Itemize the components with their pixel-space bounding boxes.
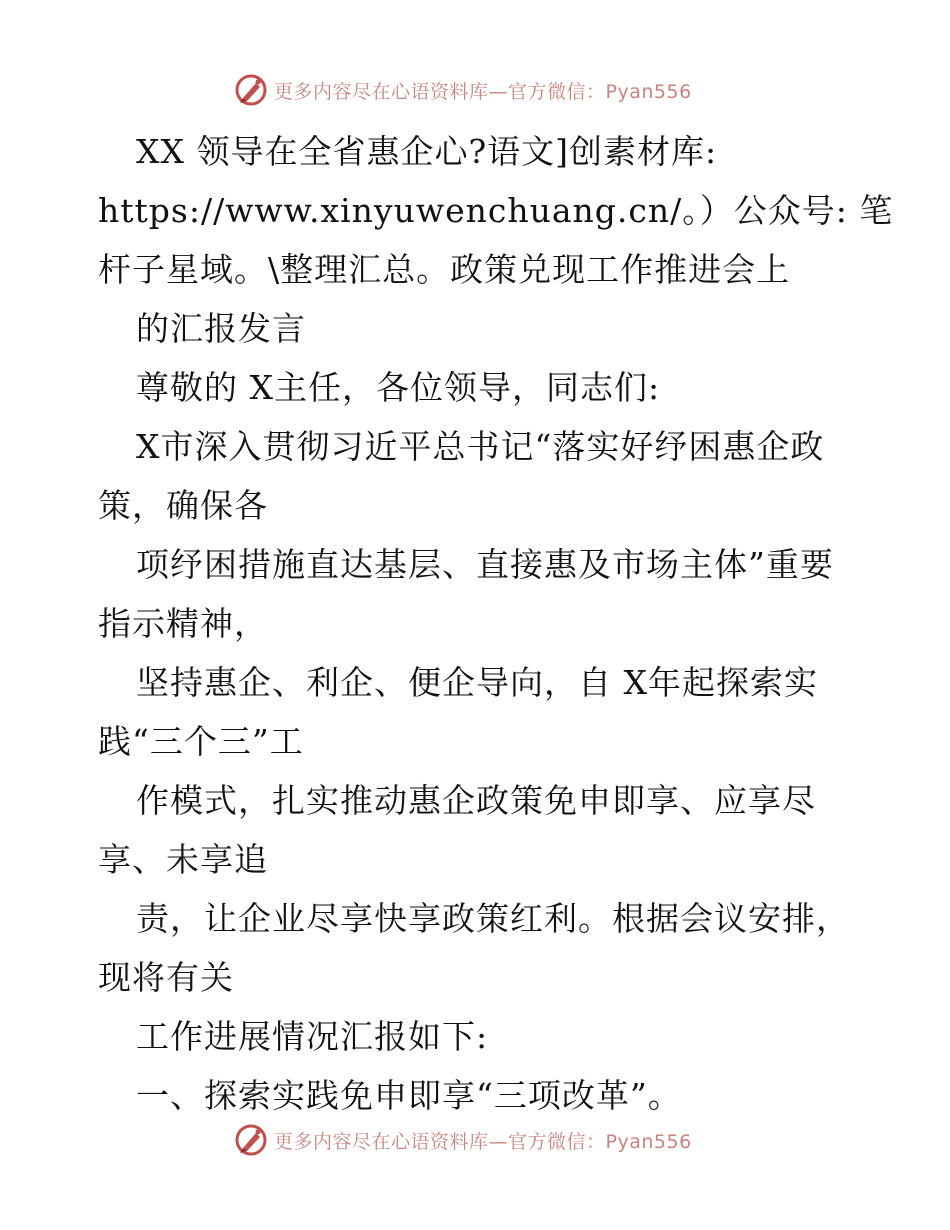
text-line: 杆子星域。\整理汇总。政策兑现工作推进会上 <box>98 250 791 289</box>
text-line: 现将有关 <box>98 958 234 997</box>
text-line: 尊敬的 X主任，各位领导，同志们: <box>136 368 661 407</box>
text-line: 的汇报发言 <box>136 309 306 348</box>
text-line: 作模式，扎实推动惠企政策免申即享、应享尽 <box>136 781 816 820</box>
text-line: 享、未享追 <box>98 840 268 879</box>
watermark-text: 更多内容尽在心语资料库—官方微信：Pyan556 <box>274 1130 692 1153</box>
text-line: 工作进展情况汇报如下: <box>136 1017 489 1056</box>
text-line: 践“三个三”工 <box>98 722 304 761</box>
document-body <box>98 122 894 1125</box>
text-line: X市深入贯彻习近平总书记“落实好纾困惠企政 <box>136 427 825 466</box>
text-line: https://www.xinyuwenchuang.cn/。）公众号: 笔 <box>98 191 894 230</box>
text-line: 责，让企业尽享快享政策红利。根据会议安排， <box>136 899 850 938</box>
text-line: 项纾困措施直达基层、直接惠及市场主体”重要 <box>136 545 834 584</box>
text-line: 一、探索实践免申即享“三项改革”。 <box>136 1076 682 1115</box>
text-line: XX 领导在全省惠企心?语文]创素材库: <box>136 132 718 171</box>
text-line: 策，确保各 <box>98 486 268 525</box>
footer-watermark <box>234 1122 692 1158</box>
watermark-text: 更多内容尽在心语资料库—官方微信：Pyan556 <box>274 80 692 103</box>
pen-logo-icon <box>234 73 268 107</box>
header-watermark <box>234 72 692 108</box>
pen-logo-icon <box>234 1123 268 1157</box>
text-line: 坚持惠企、利企、便企导向，自 X年起探索实 <box>136 663 818 702</box>
text-line: 指示精神， <box>98 604 268 643</box>
